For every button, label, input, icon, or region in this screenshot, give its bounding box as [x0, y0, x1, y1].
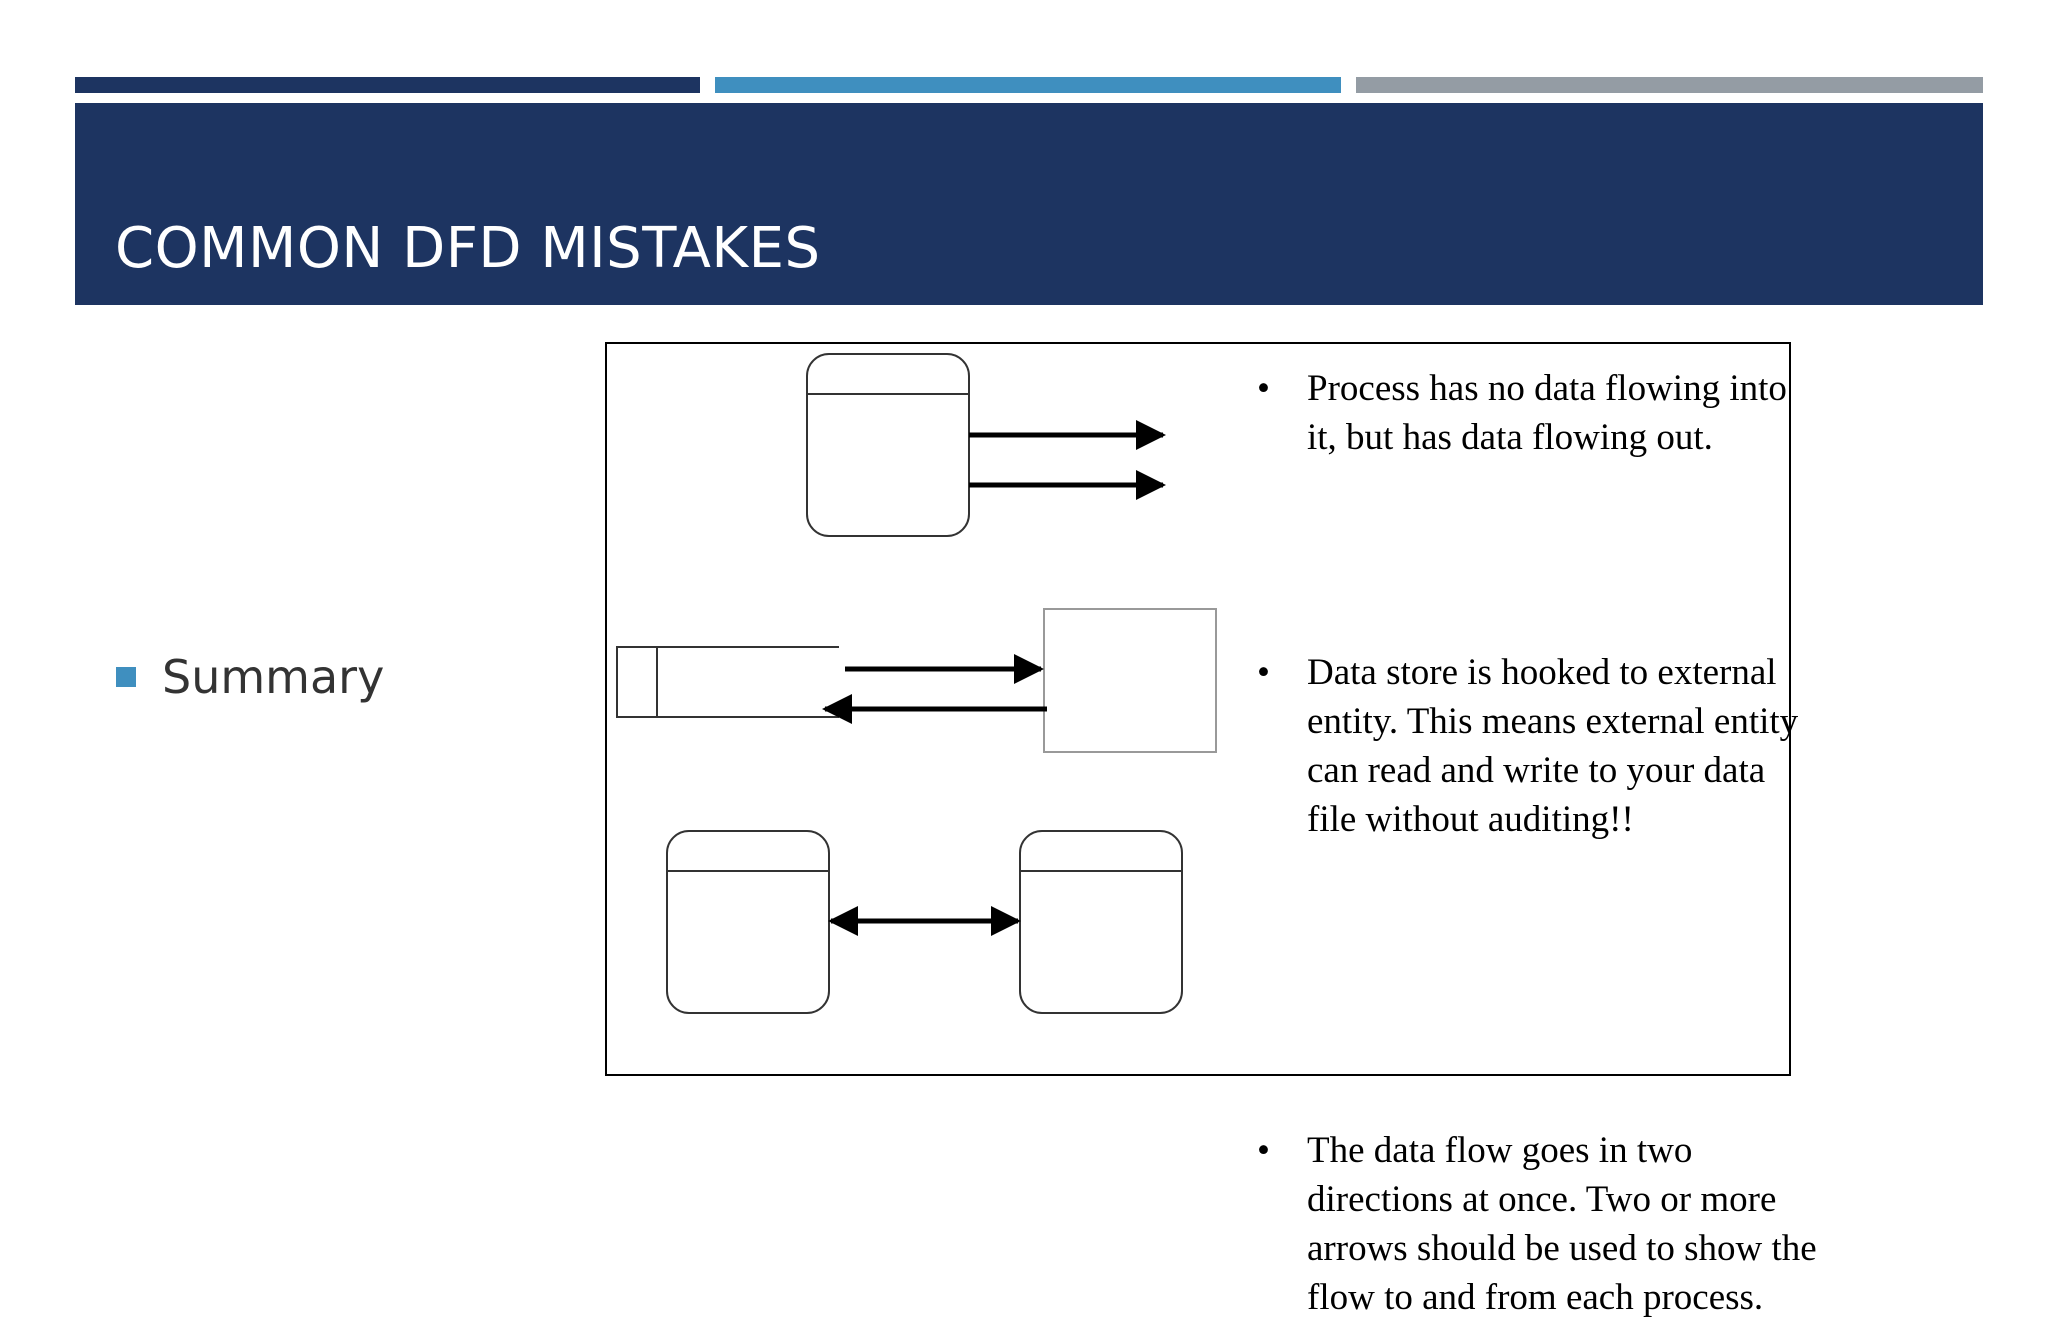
slide-title: COMMON DFD MISTAKES [115, 216, 821, 281]
data-store-shape [617, 647, 839, 717]
mistake-item: • Data store is hooked to external entity. This means external entity can read and write to your data file without auditing!! [1257, 648, 1817, 844]
title-bar [75, 103, 1983, 305]
dfd-mistakes-figure [605, 342, 1817, 1318]
process-shape [807, 354, 969, 536]
mistake-item: • The data flow goes in two directions at once. Two or more arrows should be used to show the flow to and from each process. [1257, 1126, 1817, 1322]
mistake-list [1257, 364, 1817, 1318]
summary-label: Summary [162, 650, 385, 704]
summary-item [116, 650, 384, 704]
process-shape [1020, 831, 1182, 1013]
mistake-item: • Process has no data flowing into it, but has data flowing out. [1257, 364, 1817, 462]
header-stripe-dark [75, 77, 700, 93]
square-bullet-icon [116, 667, 136, 687]
header-stripe-gray [1356, 77, 1983, 93]
header-stripe-blue [715, 77, 1341, 93]
process-shape [667, 831, 829, 1013]
external-entity-shape [1044, 609, 1216, 752]
